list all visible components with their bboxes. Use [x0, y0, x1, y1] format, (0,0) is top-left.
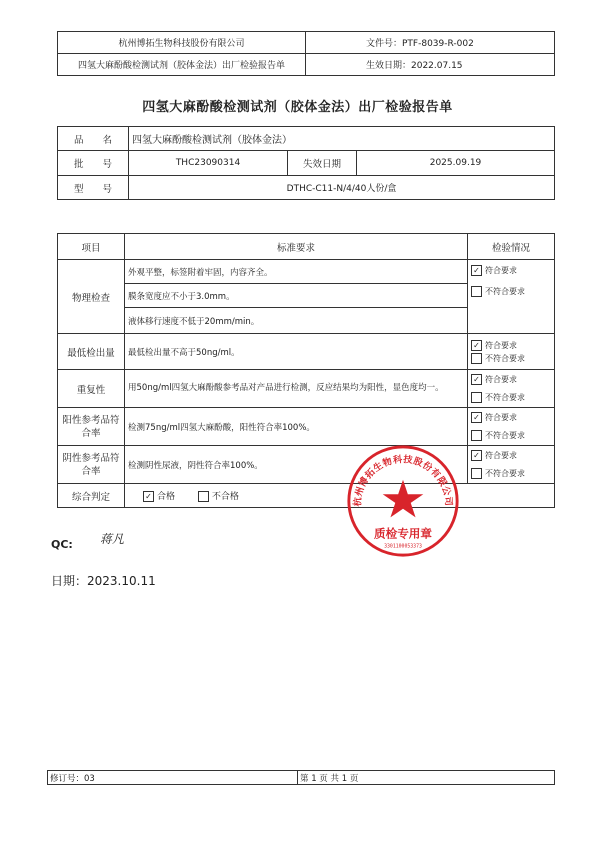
- col-header-item: 项目: [58, 234, 125, 260]
- batch-value: THC23090314: [129, 151, 288, 176]
- expiry-value: 2025.09.19: [357, 151, 555, 176]
- result-cell: [468, 260, 555, 334]
- seal-code: 3301100053373: [384, 544, 422, 550]
- fail-label: 不符合要求: [485, 353, 525, 363]
- pass-label: 符合要求: [485, 375, 517, 384]
- checkbox-checked[interactable]: ✓: [471, 412, 482, 423]
- fail-label: 不符合要求: [485, 287, 525, 296]
- page-title: 四氢大麻酚酸检测试剂（胶体金法）出厂检验报告单: [142, 100, 453, 115]
- checkbox-checked[interactable]: ✓: [471, 374, 482, 385]
- item-repeatability: 重复性: [58, 370, 125, 408]
- checkbox-checked[interactable]: ✓: [143, 491, 154, 502]
- table-row: [58, 370, 555, 408]
- col-header-result: 检验情况: [468, 234, 555, 260]
- page-number: 第 1 页 共 1 页: [298, 771, 555, 785]
- fail-label: 不符合要求: [485, 469, 525, 478]
- table-row: [58, 260, 555, 284]
- requirement-text: 用50ng/ml四氢大麻酚酸参考品对产品进行检测，反应结果均为阳性，显色度均一。: [125, 370, 468, 408]
- qc-signature: 蒋凡: [100, 532, 125, 546]
- checkbox-unchecked[interactable]: [471, 468, 482, 479]
- result-cell: [468, 446, 555, 484]
- item-negative-reference: 阴性参考品符合率: [58, 446, 125, 484]
- footer-table: [47, 770, 555, 785]
- pass-label: 符合要求: [485, 266, 517, 275]
- effective-date: 生效日期：2022.07.15: [306, 54, 555, 76]
- result-cell: [468, 334, 555, 370]
- item-lod: 最低检出量: [58, 334, 125, 370]
- report-date: 日期：2023.10.11: [51, 574, 156, 588]
- conclusion-options: [125, 484, 555, 508]
- fail-label: 不符合要求: [485, 431, 525, 440]
- requirement-text: 膜条宽度应不小于3.0mm。: [125, 284, 468, 308]
- pass-label: 符合要求: [485, 413, 517, 422]
- checkbox-unchecked[interactable]: [471, 286, 482, 297]
- pass-label: 符合要求: [485, 451, 517, 460]
- checkbox-unchecked[interactable]: [471, 430, 482, 441]
- header-doc-title: 四氢大麻酚酸检测试剂（胶体金法）出厂检验报告单: [58, 54, 306, 76]
- item-positive-reference: 阳性参考品符合率: [58, 408, 125, 446]
- checkbox-checked[interactable]: ✓: [471, 340, 482, 351]
- checkbox-unchecked[interactable]: [471, 392, 482, 403]
- inspection-table: [57, 233, 555, 508]
- revision-number: 修订号：03: [48, 771, 298, 785]
- product-label: 品 名: [58, 127, 129, 151]
- conclusion-label: 综合判定: [58, 484, 125, 508]
- requirement-text: 检测75ng/ml四氢大麻酚酸，阳性符合率100%。: [125, 408, 468, 446]
- checkbox-unchecked[interactable]: [471, 353, 482, 364]
- result-cell: [468, 408, 555, 446]
- table-row: [58, 408, 555, 446]
- company-seal: [345, 443, 461, 559]
- product-value: 四氢大麻酚酸检测试剂（胶体金法）: [129, 127, 555, 151]
- fail-label: 不符合要求: [485, 393, 525, 402]
- model-value: DTHC-C11-N/4/40人份/盒: [129, 176, 555, 200]
- item-physical-check: 物理检查: [58, 260, 125, 334]
- table-row: [58, 484, 555, 508]
- requirement-text: 最低检出量不高于50ng/ml。: [125, 334, 468, 370]
- checkbox-unchecked[interactable]: [198, 491, 209, 502]
- seal-label: 质检专用章: [374, 526, 432, 541]
- requirement-text: 液体移行速度不低于20mm/min。: [125, 308, 468, 334]
- expiry-label: 失效日期: [288, 151, 357, 176]
- requirement-text: 检测阴性尿液，阴性符合率100%。: [125, 446, 468, 484]
- pass-label: 符合要求: [485, 340, 517, 350]
- table-row: [58, 334, 555, 370]
- info-table: [57, 126, 555, 200]
- company-name: 杭州博拓生物科技股份有限公司: [58, 32, 306, 54]
- model-label: 型 号: [58, 176, 129, 200]
- batch-label: 批 号: [58, 151, 129, 176]
- conclusion-pass: 合格: [157, 492, 176, 502]
- table-row: [58, 446, 555, 484]
- col-header-requirement: 标准要求: [125, 234, 468, 260]
- doc-number: 文件号：PTF-8039-R-002: [306, 32, 555, 54]
- seal-company-text: 杭州博拓生物科技股份有限公司: [352, 454, 454, 507]
- conclusion-fail: 不合格: [211, 492, 239, 502]
- requirement-text: 外观平整，标签附着牢固，内容齐全。: [125, 260, 468, 284]
- checkbox-checked[interactable]: ✓: [471, 450, 482, 461]
- qc-label: QC:: [51, 538, 73, 551]
- result-cell: [468, 370, 555, 408]
- header-table: [57, 31, 555, 76]
- checkbox-checked[interactable]: ✓: [471, 265, 482, 276]
